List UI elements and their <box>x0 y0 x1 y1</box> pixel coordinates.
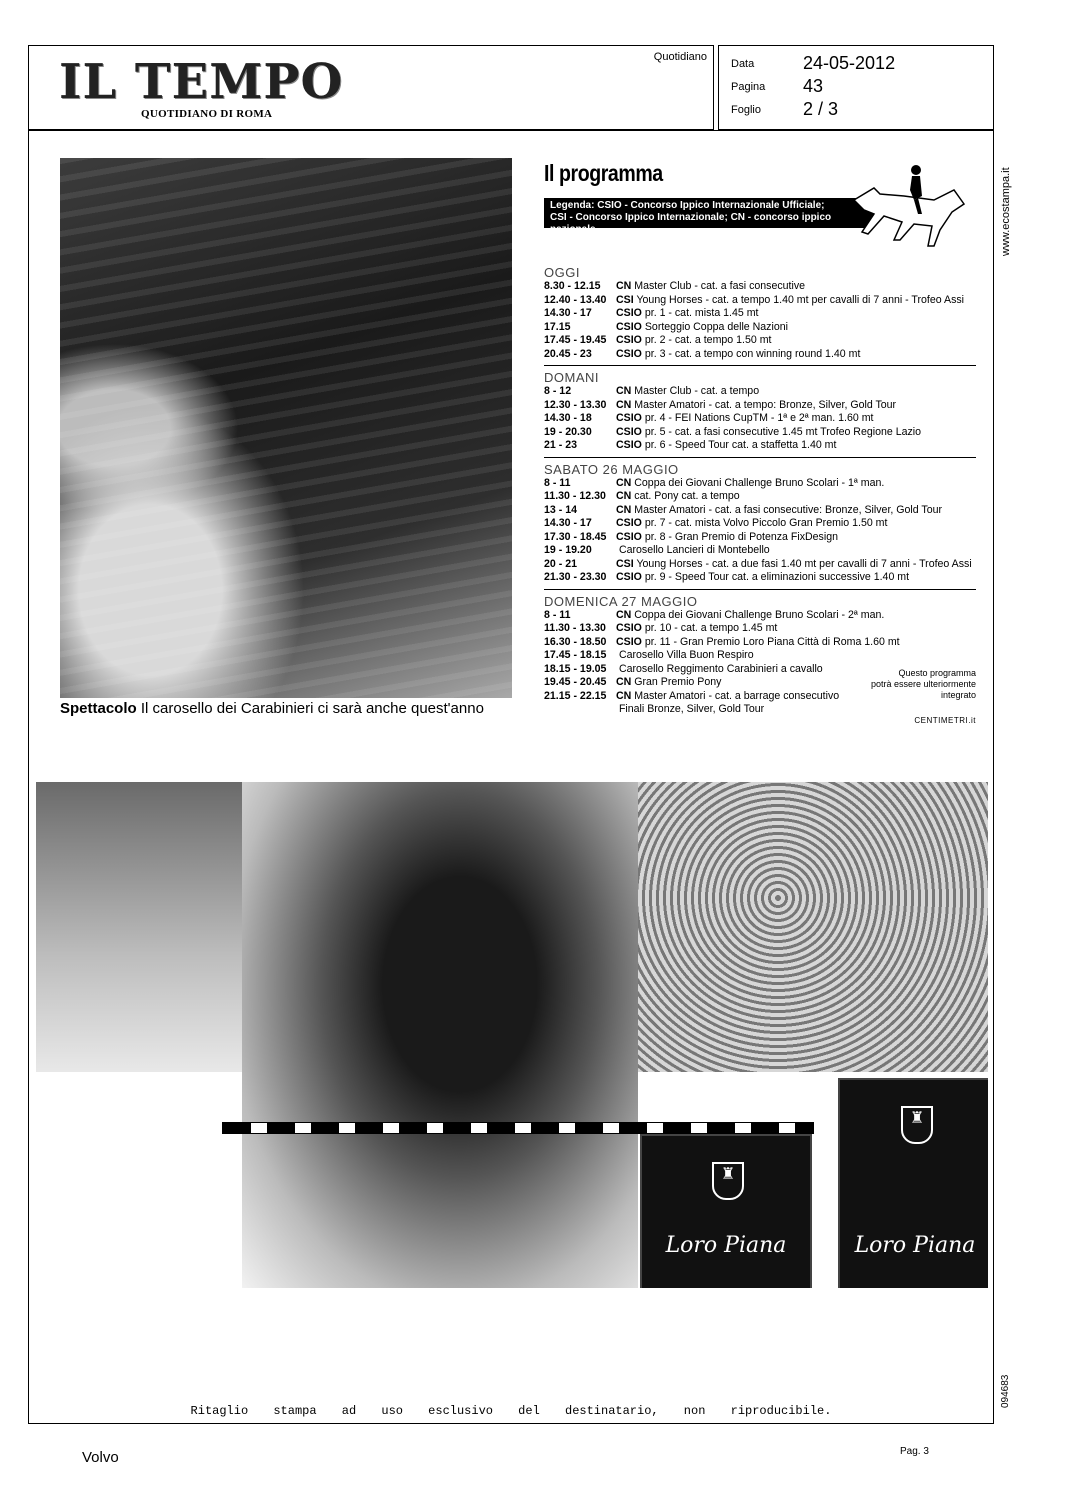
schedule-row: 14.30 - 17 CSIO pr. 1 - cat. mista 1.45 mt <box>544 307 759 319</box>
schedule-row: 20.45 - 23 CSIO pr. 3 - cat. a tempo con winning round 1.40 mt <box>544 347 861 360</box>
schedule-row: 13 - 14 CN Master Amatori - cat. a fasi consecutive: Bronze, Silver, Gold Tour <box>544 503 943 516</box>
newspaper-subtitle: QUOTIDIANO DI ROMA <box>141 108 273 120</box>
schedule-row: 14.30 - 17 CSIO pr. 7 - cat. mista Volvo Piccolo Gran Premio 1.50 mt <box>544 517 888 529</box>
pagina-row <box>731 76 824 96</box>
sponsor-board <box>838 1078 988 1288</box>
schedule-row: 12.30 - 13.30 CN Master Amatori - cat. a tempo: Bronze, Silver, Gold Tour <box>544 398 897 411</box>
photo-panel-rider <box>242 782 638 1288</box>
disclaimer: Ritaglio stampa ad uso esclusivo del destinatario, non riproducibile. <box>190 1404 832 1418</box>
photo-caption <box>60 700 484 717</box>
page-number: Pag. 3 <box>900 1446 929 1457</box>
schedule-list <box>544 477 976 585</box>
day-domani <box>544 370 976 453</box>
schedule-row: 17.45 - 18.15 Carosello Villa Buon Respiro <box>544 649 754 661</box>
day-sabato <box>544 462 976 585</box>
horse-rider-icon <box>844 160 972 252</box>
masthead-box <box>28 45 714 130</box>
schedule-list <box>544 280 976 361</box>
website-vertical: www.ecostampa.it <box>1000 167 1012 256</box>
schedule-row: 14.30 - 18 CSIO pr. 4 - FEI Nations CupTM - 1ª e 2ª man. 1.60 mt <box>544 412 874 424</box>
divider <box>544 457 976 458</box>
schedule-row: 11.30 - 13.30 CSIO pr. 10 - cat. a tempo 1.45 mt <box>544 622 778 634</box>
schedule-row: 20 - 21 CSI Young Horses - cat. a due fasi 1.40 mt per cavalli di 7 anni - Trofeo Assi <box>544 557 972 570</box>
day-heading: SABATO 26 MAGGIO <box>544 461 679 477</box>
schedule-row: 21 - 23 CSIO pr. 6 - Speed Tour cat. a staffetta 1.40 mt <box>544 439 837 451</box>
data-value: 24-05-2012 <box>803 53 896 73</box>
newspaper-logo: IL TEMPO <box>59 54 344 110</box>
programme-box <box>544 160 976 725</box>
schedule-row: 16.30 - 18.50 CSIO pr. 11 - Gran Premio Loro Piana Città di Roma 1.60 mt <box>544 635 900 648</box>
schedule-row: 12.40 - 13.40 CSI Young Horses - cat. a tempo 1.40 mt per cavalli di 7 anni - Trofeo Assi <box>544 293 965 306</box>
programme-legend <box>544 198 874 235</box>
day-heading: DOMENICA 27 MAGGIO <box>544 593 698 609</box>
publication-type: Quotidiano <box>653 51 707 63</box>
footer-keyword: Volvo <box>82 1449 119 1466</box>
programme-title: Il programma <box>544 160 663 186</box>
schedule-row: 8 - 11 CN Coppa dei Giovani Challenge Bruno Scolari - 1ª man. <box>544 476 885 489</box>
schedule-row: 21.30 - 23.30 CSIO pr. 9 - Speed Tour cat. a eliminazioni successive 1.40 mt <box>544 571 910 583</box>
photo-blank-area <box>36 1072 222 1288</box>
photo-panel-left <box>36 782 242 1072</box>
sponsor-brand: Loro Piana <box>854 1233 976 1258</box>
schedule-row: Finali Bronze, Silver, Gold Tour <box>618 703 765 715</box>
schedule-row: 21.15 - 22.15 CN Master Amatori - cat. a barrage consecutivo <box>544 689 840 702</box>
sponsor-board <box>640 1134 812 1288</box>
fence-rail <box>222 1122 814 1134</box>
day-oggi <box>544 265 976 361</box>
issue-meta-box <box>718 45 994 130</box>
foglio-row <box>731 99 839 119</box>
clip-code-vertical: 094683 <box>1000 1374 1011 1408</box>
schedule-row: 8 - 11 CN Coppa dei Giovani Challenge Bruno Scolari - 2ª man. <box>544 608 885 621</box>
foglio-value: 2 / 3 <box>803 99 839 119</box>
schedule-row: 17.15 CSIO Sorteggio Coppa delle Nazioni <box>544 320 788 333</box>
schedule-row: 19 - 20.30 CSIO pr. 5 - cat. a fasi consecutive 1.45 mt Trofeo Regione Lazio <box>544 425 922 438</box>
crest-icon: ♜ <box>712 1162 744 1200</box>
legend-line-1: Legenda: CSIO - Concorso Ippico Internazionale Ufficiale; <box>550 200 825 211</box>
data-row <box>731 53 896 73</box>
show-jumping-photo <box>36 782 988 1288</box>
schedule-row: 8.30 - 12.15 CN Master Club - cat. a fasi consecutive <box>544 280 806 292</box>
foglio-label: Foglio <box>731 104 761 116</box>
schedule-row: 19.45 - 20.45 CN Gran Premio Pony <box>544 676 722 688</box>
data-label: Data <box>731 58 755 70</box>
divider <box>544 365 976 366</box>
schedule-row: 11.30 - 12.30 CN cat. Pony cat. a tempo <box>544 490 740 502</box>
schedule-row: 18.15 - 19.05 Carosello Reggimento Carabinieri a cavallo <box>544 662 823 675</box>
day-heading: OGGI <box>544 265 580 280</box>
schedule-row: 17.30 - 18.45 CSIO pr. 8 - Gran Premio di Potenza FixDesign <box>544 530 838 543</box>
legend-line-2: CSI - Concorso Ippico Internazionale; CN - concorso ippico nazionale <box>550 212 832 235</box>
day-heading: DOMANI <box>544 370 599 385</box>
day-domenica <box>544 593 976 725</box>
schedule-row: 8 - 12 CN Master Club - cat. a tempo <box>544 385 760 397</box>
photo-panel-crowd <box>638 782 988 1072</box>
caption-text: Il carosello dei Carabinieri ci sarà anche quest'anno <box>140 700 484 717</box>
schedule-list <box>544 385 976 453</box>
divider <box>544 589 976 590</box>
carabinieri-photo <box>60 158 512 698</box>
schedule-row: 19 - 19.20 Carosello Lancieri di Montebello <box>544 544 770 556</box>
pagina-value: 43 <box>803 76 824 96</box>
caption-bold: Spettacolo <box>60 700 137 717</box>
schedule-row: 17.45 - 19.45 CSIO pr. 2 - cat. a tempo 1.50 mt <box>544 334 772 346</box>
centimetri-mark: CENTIMETRI.it <box>914 715 976 725</box>
sponsor-brand: Loro Piana <box>665 1233 787 1258</box>
crest-icon: ♜ <box>901 1106 933 1144</box>
pagina-label: Pagina <box>731 81 766 93</box>
programme-note: Questo programma potrà essere ulteriormente integrato <box>870 667 976 700</box>
